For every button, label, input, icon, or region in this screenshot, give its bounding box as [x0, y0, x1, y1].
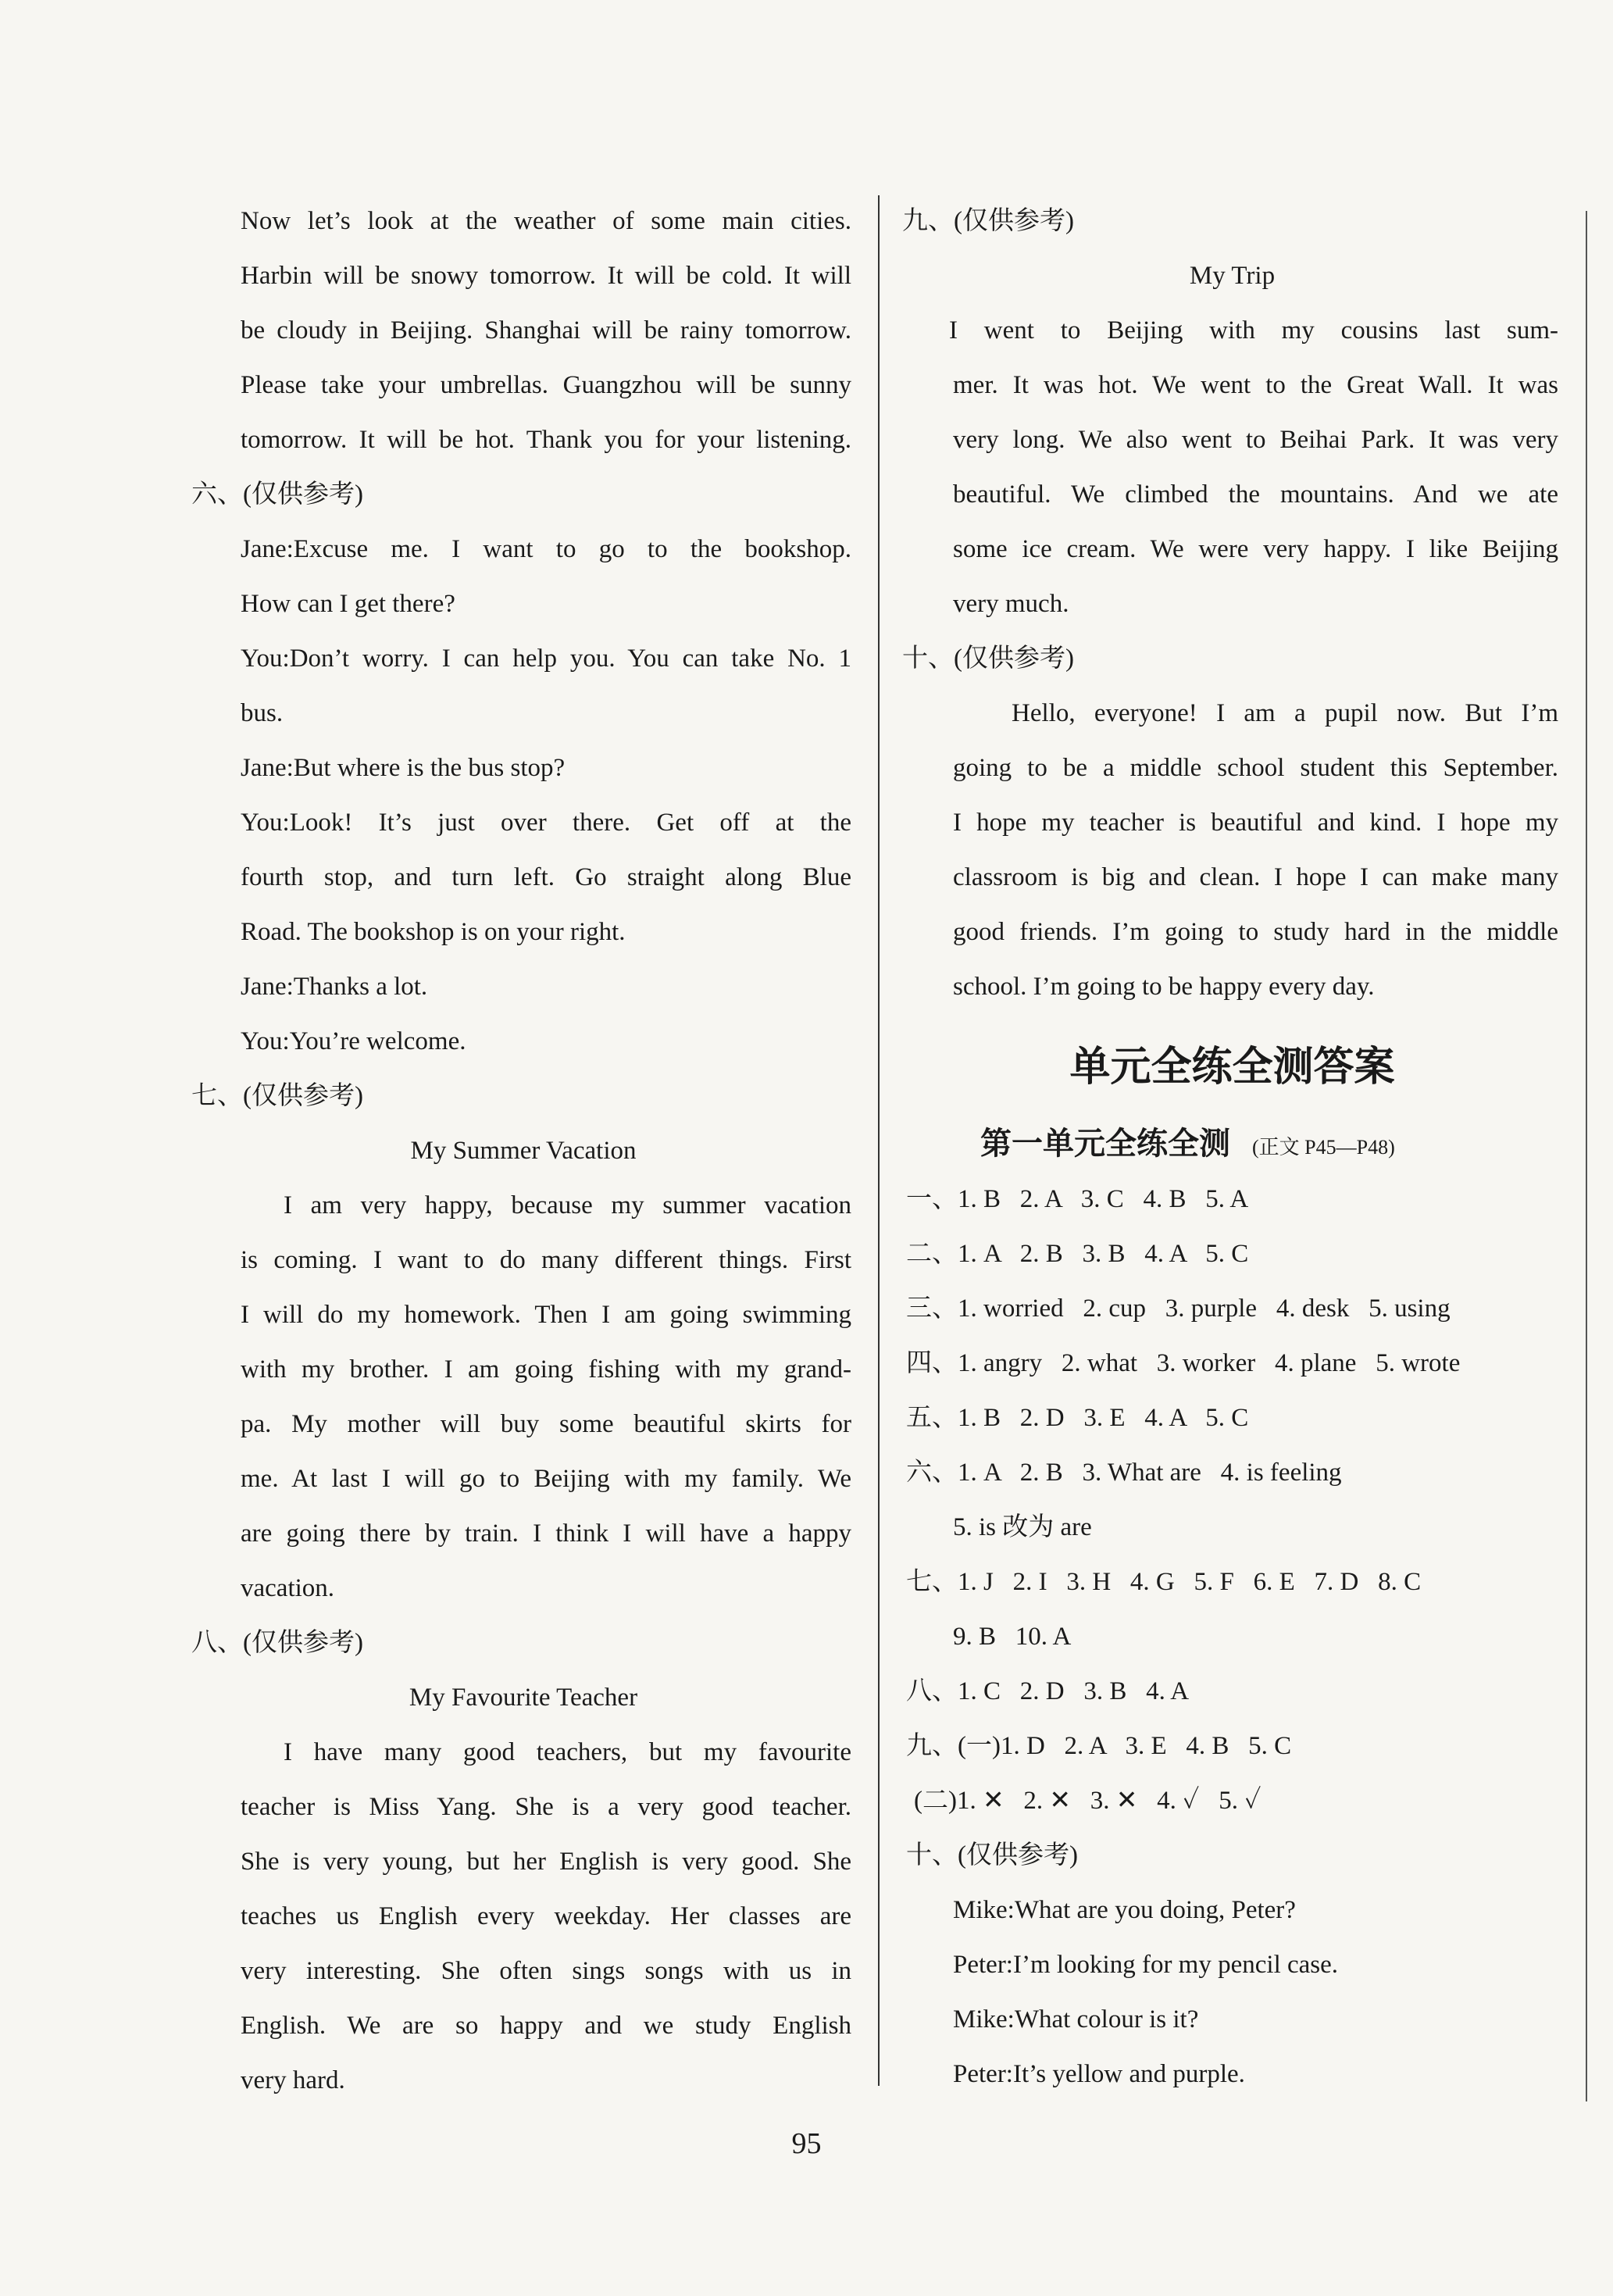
- essay-line: teaches us English every weekday. Her classes are: [241, 1902, 851, 1930]
- right-column: [902, 194, 1558, 2101]
- section-heading: 九、(仅供参考): [902, 207, 1074, 235]
- section-heading: 十、(仅供参考): [902, 645, 1074, 673]
- essay-line: Hello, everyone! I am a pupil now. But I’m: [1012, 699, 1558, 727]
- essay-line: is coming. I want to do many different things. First: [241, 1246, 851, 1274]
- essay-title: My Trip: [1189, 262, 1276, 290]
- answer-line: (二)1. ✕ 2. ✕ 3. ✕ 4. ✓ 5. ✓: [914, 1787, 1261, 1815]
- dialog-line: bus.: [241, 699, 284, 727]
- dialog-line: Jane:But where is the bus stop?: [241, 754, 566, 782]
- essay-line: I hope my teacher is beautiful and kind. I hope my: [953, 809, 1558, 837]
- answer-line: 5. is 改为 are: [953, 1513, 1092, 1541]
- answer-line: 六、1. A 2. B 3. What are 4. is feeling: [906, 1459, 1342, 1487]
- answer-line: 一、1. B 2. A 3. C 4. B 5. A: [906, 1185, 1249, 1213]
- section-heading: 七、(仅供参考): [191, 1082, 363, 1110]
- section-heading: 八、(仅供参考): [191, 1629, 363, 1657]
- page-edge-line: [1586, 211, 1587, 2101]
- dialog-line: Road. The bookshop is on your right.: [241, 918, 626, 946]
- essay-line: mer. It was hot. We went to the Great Wall. It was: [953, 371, 1558, 399]
- essay-line: I am very happy, because my summer vacation: [284, 1191, 851, 1219]
- answer-line: 三、1. worried 2. cup 3. purple 4. desk 5. using: [906, 1294, 1451, 1323]
- answer-line: Peter:I’m looking for my pencil case.: [953, 1951, 1339, 1979]
- answer-line: 四、1. angry 2. what 3. worker 4. plane 5. wrote: [906, 1349, 1461, 1377]
- essay-line: classroom is big and clean. I hope I can make many: [953, 863, 1558, 891]
- essay-line: are going there by train. I think I will have a happy: [241, 1519, 851, 1548]
- answer-line: 五、1. B 2. D 3. E 4. A 5. C: [906, 1404, 1249, 1432]
- answer-line: 八、1. C 2. D 3. B 4. A: [906, 1677, 1190, 1705]
- page-number: 95: [791, 2127, 822, 2160]
- answer-line: Mike:What are you doing, Peter?: [953, 1896, 1296, 1924]
- text-line: tomorrow. It will be hot. Thank you for your listening.: [241, 426, 851, 454]
- essay-line: very hard.: [241, 2066, 345, 2094]
- essay-line: school. I’m going to be happy every day.: [953, 973, 1375, 1001]
- dialog-line: Jane:Excuse me. I want to go to the bookshop.: [241, 535, 851, 563]
- essay-line: very long. We also went to Beihai Park. It was very: [953, 426, 1558, 454]
- column-divider: [878, 195, 880, 2086]
- essay-line: I will do my homework. Then I am going swimming: [241, 1301, 851, 1329]
- answer-line: 九、(一)1. D 2. A 3. E 4. B 5. C: [906, 1732, 1292, 1760]
- text-line: Harbin will be snowy tomorrow. It will be cold. It will: [241, 262, 851, 290]
- essay-line: She is very young, but her English is very good. She: [241, 1848, 851, 1876]
- text-line: Please take your umbrellas. Guangzhou will be sunny: [241, 371, 851, 399]
- answer-line: 十、(仅供参考): [906, 1841, 1078, 1869]
- text-line: be cloudy in Beijing. Shanghai will be rainy tomorrow.: [241, 316, 851, 345]
- essay-line: vacation.: [241, 1574, 335, 1602]
- dialog-line: Jane:Thanks a lot.: [241, 973, 428, 1001]
- answers-main-title: 单元全练全测答案: [1069, 1044, 1395, 1091]
- essay-title: My Favourite Teacher: [409, 1684, 638, 1712]
- essay-line: I went to Beijing with my cousins last sum-: [949, 316, 1558, 345]
- dialog-line: You:Look! It’s just over there. Get off at the: [241, 809, 851, 837]
- dialog-line: You:Don’t worry. I can help you. You can take No. 1: [241, 645, 851, 673]
- essay-line: very interesting. She often sings songs with us in: [241, 1957, 851, 1985]
- unit-title: [906, 1116, 1558, 1172]
- essay-line: very much.: [953, 590, 1069, 618]
- unit-page-reference: (正文 P45—P48): [1252, 1136, 1395, 1159]
- dialog-line: fourth stop, and turn left. Go straight along Blue: [241, 863, 851, 891]
- dialog-line: You:You’re welcome.: [241, 1027, 466, 1055]
- text-line: Now let’s look at the weather of some main cities.: [241, 207, 851, 235]
- left-column: [191, 194, 851, 2108]
- essay-line: pa. My mother will buy some beautiful skirts for: [241, 1410, 851, 1438]
- essay-line: me. At last I will go to Beijing with my family. We: [241, 1465, 851, 1493]
- essay-line: beautiful. We climbed the mountains. And we ate: [953, 480, 1558, 509]
- answer-line: 二、1. A 2. B 3. B 4. A 5. C: [906, 1240, 1249, 1268]
- answer-line: 9. B 10. A: [953, 1623, 1072, 1651]
- answer-line: 七、1. J 2. I 3. H 4. G 5. F 6. E 7. D 8. C: [906, 1568, 1422, 1596]
- unit-title-text: 第一单元全练全测: [980, 1126, 1230, 1162]
- essay-line: teacher is Miss Yang. She is a very good teacher.: [241, 1793, 851, 1821]
- essay-line: I have many good teachers, but my favourite: [284, 1738, 851, 1766]
- essay-line: good friends. I’m going to study hard in the middle: [953, 918, 1558, 946]
- dialog-line: How can I get there?: [241, 590, 455, 618]
- answer-line: Mike:What colour is it?: [953, 2005, 1199, 2034]
- essay-line: with my brother. I am going fishing with my grand-: [241, 1355, 851, 1384]
- essay-title: My Summer Vacation: [410, 1137, 637, 1165]
- answer-line: Peter:It’s yellow and purple.: [953, 2060, 1245, 2088]
- section-heading: 六、(仅供参考): [191, 480, 363, 509]
- essay-line: English. We are so happy and we study English: [241, 2012, 851, 2040]
- essay-line: going to be a middle school student this September.: [953, 754, 1558, 782]
- essay-line: some ice cream. We were very happy. I like Beijing: [953, 535, 1558, 563]
